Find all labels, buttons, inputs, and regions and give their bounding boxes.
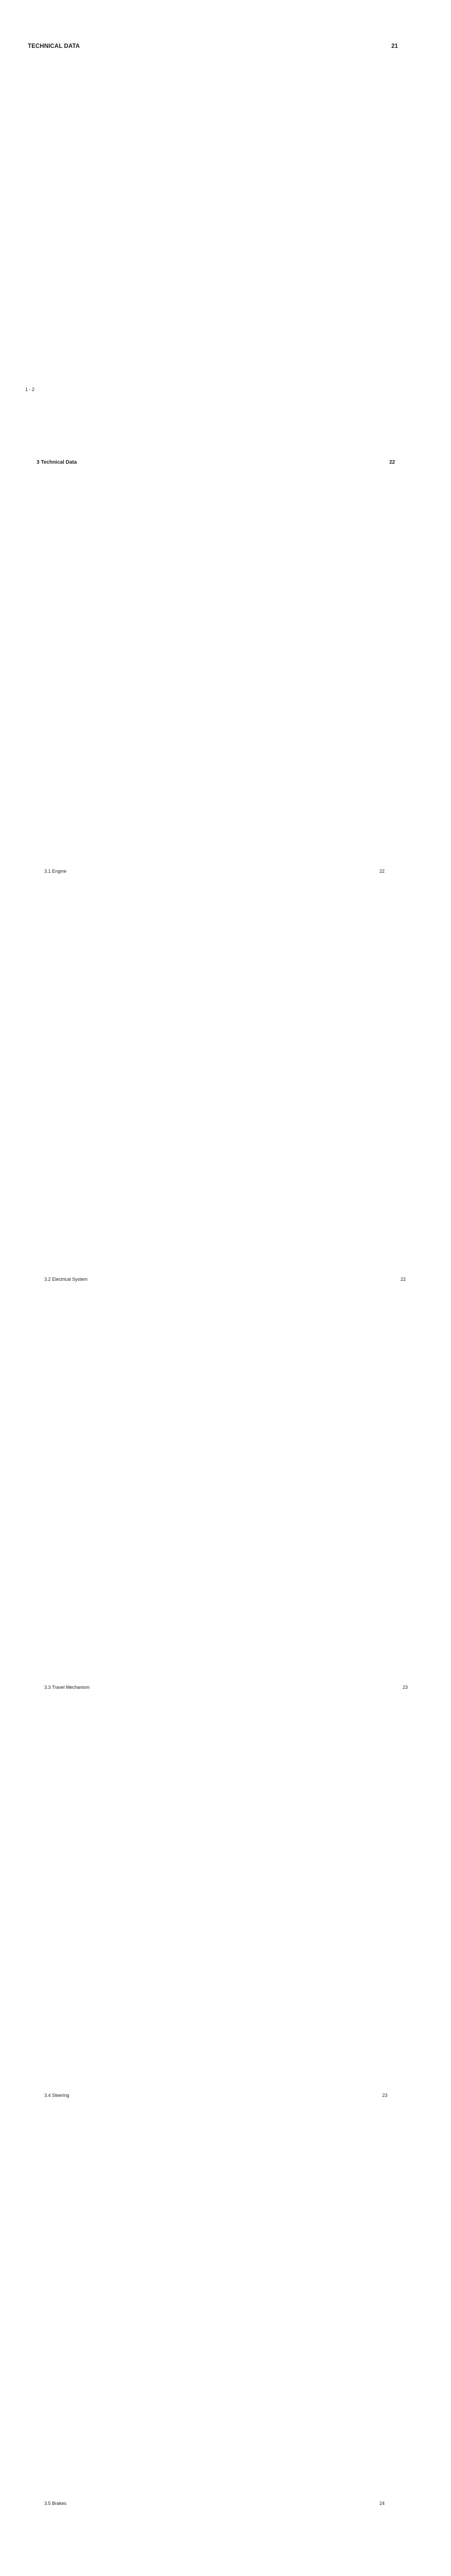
page-footer-label: 1 - 2: [25, 387, 35, 392]
dot-leader: [66, 2501, 67, 2507]
toc-section-entry[interactable]: [28, 460, 395, 868]
toc-item-entry-title: 3.3 Travel Mechanism: [44, 1685, 90, 1690]
toc-item-entry[interactable]: [28, 869, 385, 1277]
toc-item-entry-title: 3.4 Steering: [44, 2093, 70, 2098]
table-of-contents: [28, 0, 408, 2576]
toc-item-entry-page-number: 22: [91, 1277, 406, 1685]
toc-item-entry[interactable]: [28, 1277, 406, 1685]
chapter-block: [28, 43, 408, 2576]
toc-item-entry-title: 3.2 Electrical System: [44, 1277, 88, 1282]
toc-item-entry[interactable]: [28, 1685, 408, 2093]
toc-item-entry-page-number: 22: [70, 869, 385, 1277]
toc-item-entry-page-number: 23: [93, 1685, 408, 2093]
toc-item-entry[interactable]: [28, 2093, 388, 2501]
toc-chapter-entry-title: TECHNICAL DATA: [28, 43, 80, 49]
toc-section-entry-title: 3 Technical Data: [37, 460, 77, 465]
toc-item-entry-title: 3.1 Engine: [44, 869, 67, 874]
toc-item-entry-title: 3.5 Brakes: [44, 2501, 67, 2506]
dot-leader: [88, 1277, 89, 1283]
section-items: [28, 869, 408, 2576]
toc-item-entry-page-number: 23: [73, 2093, 388, 2501]
dot-leader: [77, 460, 78, 466]
dot-leader: [80, 43, 81, 50]
toc-item-entry[interactable]: [28, 2501, 385, 2576]
toc-section-entry-page-number: 22: [80, 460, 395, 868]
dot-leader: [70, 2093, 71, 2099]
toc-chapter-entry-page-number: 21: [83, 43, 398, 451]
toc-item-entry-page-number: 24: [70, 2501, 385, 2576]
dot-leader: [66, 869, 67, 875]
dot-leader: [90, 1685, 91, 1691]
toc-chapter-entry[interactable]: [28, 43, 398, 451]
